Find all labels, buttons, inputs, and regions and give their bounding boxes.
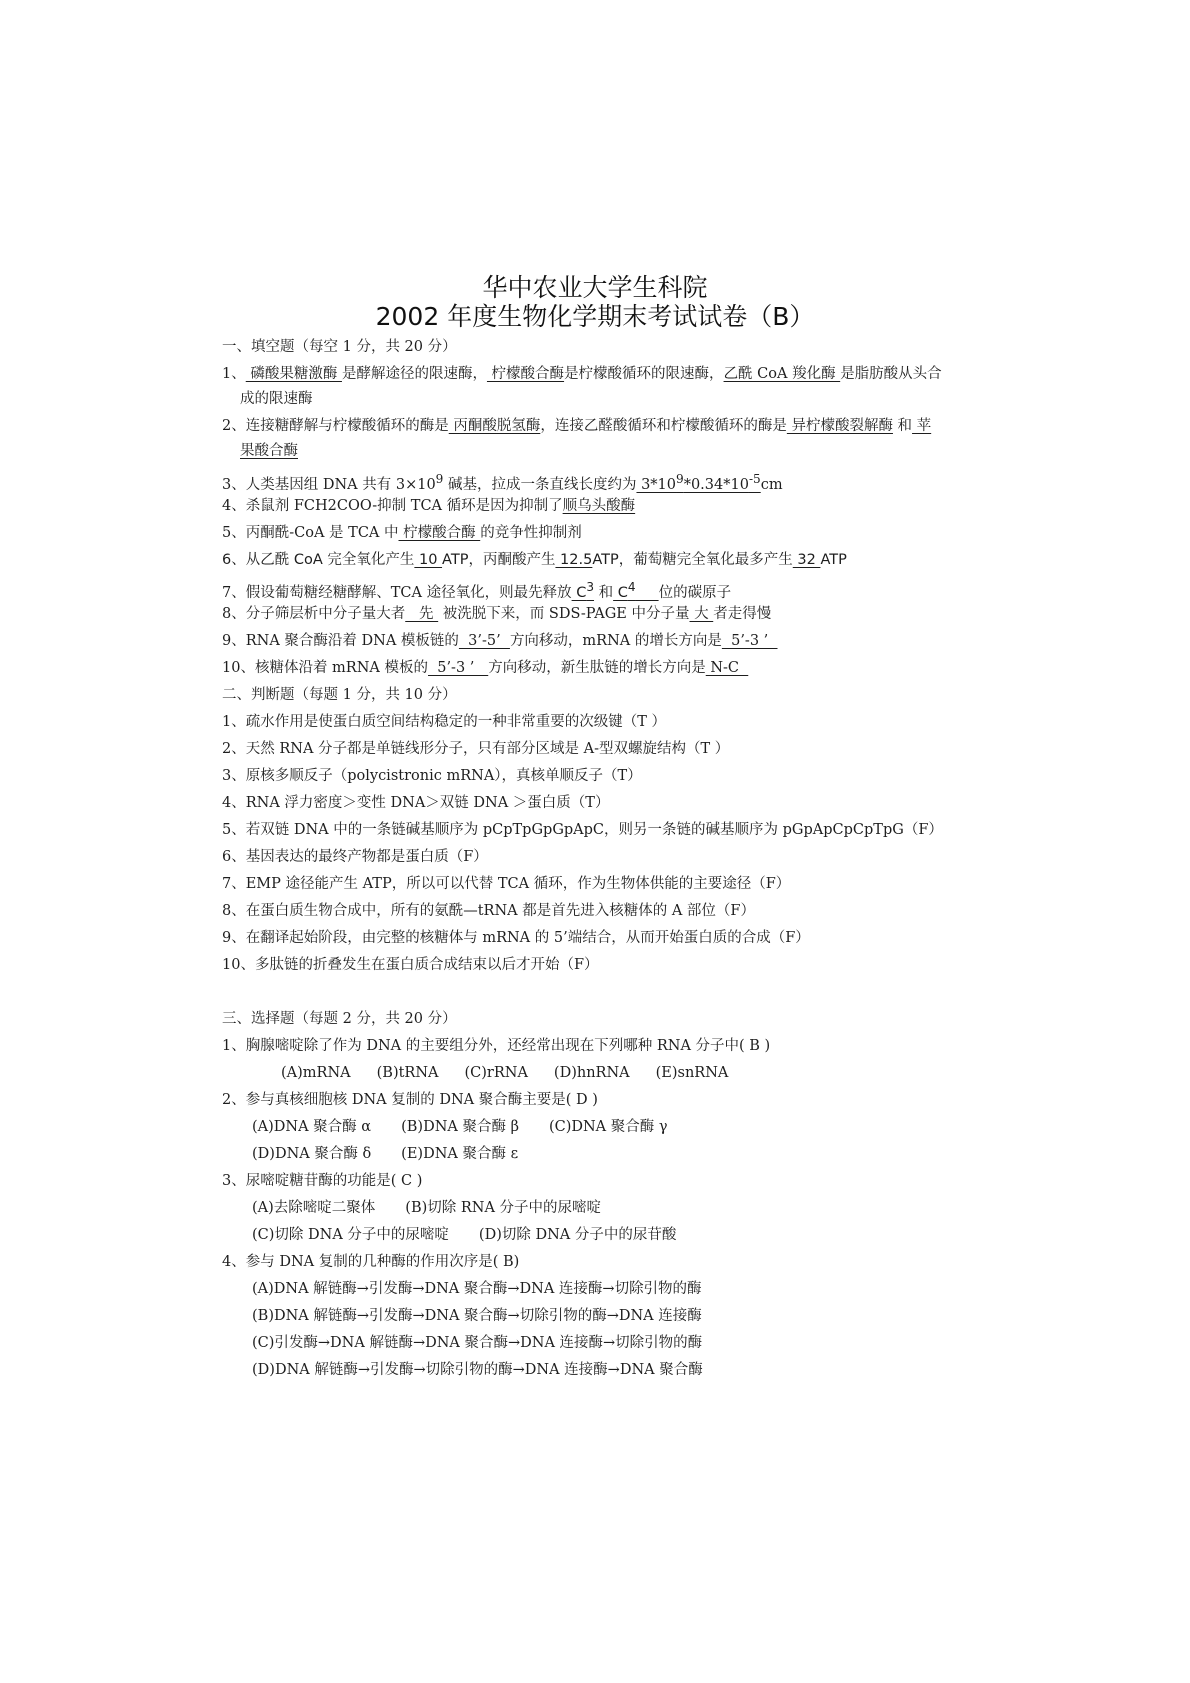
fill-q10: 10、核糖体沿着 mRNA 模板的 5’-3 ’ 方向移动，新生肽链的增长方向是 N-C [222,660,749,676]
choice-option: (B)tRNA [376,1065,439,1081]
judge-item: 1、疏水作用是使蛋白质空间结构稳定的一种非常重要的次级键（T ） [222,714,667,730]
fill-q9: 9、RNA 聚合酶沿着 DNA 模板链的 3’-5’ 方向移动，mRNA 的增长方向是 5’-3 ’ [222,633,778,649]
judge-item: 2、天然 RNA 分子都是单链线形分子，只有部分区域是 A-型双螺旋结构（T ） [222,741,730,757]
choice-option: (C)rRNA [464,1065,528,1081]
choice-option: (E)DNA 聚合酶 ε [401,1146,519,1162]
fill-q4: 4、杀鼠剂 FCH2COO-抑制 TCA 循环是因为抑制了顺乌头酸酶 [222,498,636,514]
choice-q2-stem: 2、参与真核细胞核 DNA 复制的 DNA 聚合酶主要是( D ) [222,1092,598,1108]
choice-option: (D)DNA 解链酶→引发酶→切除引物的酶→DNA 连接酶→DNA 聚合酶 [252,1362,703,1378]
choice-option: (A)DNA 解链酶→引发酶→DNA 聚合酶→DNA 连接酶→切除引物的酶 [252,1281,702,1297]
judge-item: 4、RNA 浮力密度＞变性 DNA＞双链 DNA ＞蛋白质（T） [222,795,610,811]
choice-option: (C)切除 DNA 分子中的尿嘧啶 [252,1227,449,1243]
judge-item: 7、EMP 途径能产生 ATP，所以可以代替 TCA 循环，作为生物体供能的主要途径（F） [222,876,791,892]
choice-q2-options-row2 [252,1144,548,1164]
judge-item: 5、若双链 DNA 中的一条链碱基顺序为 pCpTpGpGpApC，则另一条链的碱基顺序为 pGpApCpCpTpG（F） [222,822,943,838]
choice-option: (B)DNA 聚合酶 β [401,1119,519,1135]
fill-q7: 7、假设葡萄糖经糖酵解、TCA 途径氧化，则最先释放 $C^3$ 和 $C^4$ 位的碳原子 [222,580,732,601]
choice-q1-stem: 1、胸腺嘧啶除了作为 DNA 的主要组分外，还经常出现在下列哪种 RNA 分子中( B ) [222,1038,771,1054]
choice-option: (A)DNA 聚合酶 α [252,1119,372,1135]
fill-q2: 2、连接糖酵解与柠檬酸循环的酶是 丙酮酸脱氢酶，连接乙醛酸循环和柠檬酸循环的酶是 异柠檬酸裂解酶 和 苹 [222,418,932,434]
judge-item: 8、在蛋白质生物合成中，所有的氨酰—tRNA 都是首先进入核糖体的 A 部位（F） [222,903,755,919]
fill-q5: 5、丙酮酰-CoA 是 TCA 中 柠檬酸合酶 的竞争性抑制剂 [222,525,582,541]
choice-option: (D)hnRNA [553,1065,630,1081]
fill-q1-cont: 成的限速酶 [240,391,313,407]
fill-q6: 6、从乙酰 CoA 完全氧化产生 10 ATP，丙酮酸产生 12.5ATP，葡萄糖完全氧化最多产生 32 ATP [222,552,847,568]
section2-heading: 二、判断题（每题 1 分，共 10 分） [222,687,457,703]
choice-q3-options-row2 [252,1225,706,1245]
fill-q8: 8、分子筛层析中分子量大者 先 被洗脱下来，而 SDS-PAGE 中分子量 大 者走得慢 [222,606,772,622]
choice-option: (A)去除嘧啶二聚体 [252,1200,376,1216]
choice-option: (B)切除 RNA 分子中的尿嘧啶 [405,1200,602,1216]
choice-option: (C)引发酶→DNA 解链酶→DNA 聚合酶→DNA 连接酶→切除引物的酶 [252,1335,703,1351]
choice-option: (A)mRNA [281,1065,351,1081]
exam-title: 2002 年度生物化学期末考试试卷（B） [375,302,815,331]
fill-q3: 3、人类基因组 DNA 共有 $3\times 10^9$ 碱基，拉成一条直线长度约为 $3*10^9*0.34*10^{-5}cm$ [222,472,783,493]
judge-item: 6、基因表达的最终产物都是蛋白质（F） [222,849,488,865]
choice-option: (C)DNA 聚合酶 γ [548,1119,668,1135]
choice-option: (B)DNA 解链酶→引发酶→DNA 聚合酶→切除引物的酶→DNA 连接酶 [252,1308,702,1324]
fill-q2-cont: 果酸合酶 [240,443,298,459]
choice-option: (E)snRNA [655,1065,729,1081]
choice-q4-stem: 4、参与 DNA 复制的几种酶的作用次序是( B) [222,1254,520,1270]
choice-q3-stem: 3、尿嘧啶糖苷酶的功能是( C ) [222,1173,423,1189]
section1-heading: 一、填空题（每空 1 分，共 20 分） [222,339,457,355]
choice-option: (D)DNA 聚合酶 δ [252,1146,372,1162]
choice-option: (D)切除 DNA 分子中的尿苷酸 [478,1227,677,1243]
judge-item: 3、原核多顺反子（polycistronic mRNA），真核单顺反子（T） [222,768,642,784]
choice-q3-options-row1 [252,1198,631,1218]
fill-q1: 1、 磷酸果糖激酶 是酵解途径的限速酶， 柠檬酸合酶是柠檬酸循环的限速酶，乙酰 CoA 羧化酶 是脂肪酸从头合 [222,366,942,382]
choice-q2-options-row1 [252,1117,698,1137]
judge-item: 9、在翻译起始阶段，由完整的核糖体与 mRNA 的 5’端结合，从而开始蛋白质的合成（F） [222,930,810,946]
institution-title: 华中农业大学生科院 [482,273,708,302]
judge-item: 10、多肽链的折叠发生在蛋白质合成结束以后才开始（F） [222,957,599,973]
choice-q1-options [281,1063,754,1083]
section3-heading: 三、选择题（每题 2 分，共 20 分） [222,1011,457,1027]
